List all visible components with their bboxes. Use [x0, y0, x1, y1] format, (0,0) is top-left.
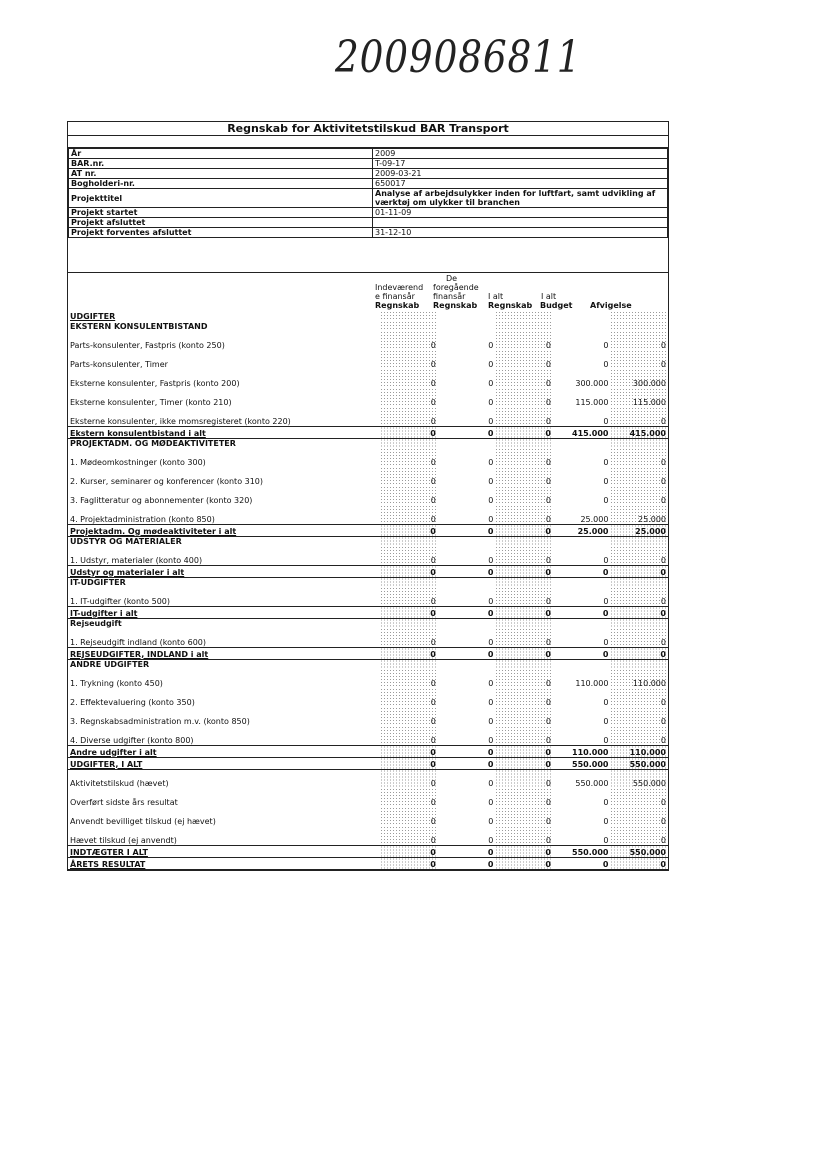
value-col-5: 0 — [610, 546, 668, 565]
value-col-5: 0 — [610, 647, 668, 659]
value-col-1: 0 — [380, 407, 438, 426]
info-label: Projekt afsluttet — [69, 218, 373, 228]
value-col-4: 0 — [603, 555, 609, 565]
value-col-1: 0 — [380, 369, 438, 388]
value-col-2: 0 — [488, 379, 494, 388]
info-row — [69, 169, 668, 179]
info-value: 2009-03-21 — [373, 169, 668, 179]
value-col-2: 0 — [488, 779, 494, 788]
info-value: Analyse af arbejdsulykker inden for luftfart, samt udvikling af værktøj om ulykker til branchen — [373, 189, 668, 208]
value-col-5: 0 — [610, 726, 668, 745]
info-label: Projekttitel — [69, 189, 373, 208]
info-row — [69, 218, 668, 228]
table-row — [68, 486, 668, 505]
value-col-1: 0 — [380, 587, 438, 606]
info-row — [69, 208, 668, 218]
value-col-2 — [438, 536, 496, 546]
value-col-2: 0 — [488, 477, 494, 486]
value-col-3 — [495, 438, 553, 448]
value-col-2: 0 — [488, 679, 494, 688]
value-col-1: 0 — [380, 669, 438, 688]
section-header-row — [68, 321, 668, 331]
value-col-2: 0 — [438, 606, 496, 618]
value-col-2 — [438, 659, 496, 669]
value-col-2: 0 — [438, 426, 496, 438]
value-col-3: 0 — [495, 745, 553, 757]
row-label: Eksterne konsulenter, ikke momsregisteret (konto 220) — [70, 416, 291, 426]
value-col-1 — [380, 438, 438, 448]
value-col-5: 0 — [610, 467, 668, 486]
info-row — [69, 159, 668, 169]
info-value: 31-12-10 — [373, 228, 668, 238]
col2-header-bottom: Regnskab — [433, 301, 478, 310]
table-row — [68, 688, 668, 707]
value-col-4 — [553, 577, 611, 587]
table-row — [68, 331, 668, 350]
col1-header-mid: e finansår — [375, 292, 415, 301]
table-row — [68, 807, 668, 826]
value-col-1 — [380, 659, 438, 669]
value-col-3: 0 — [495, 788, 553, 807]
value-col-1: 0 — [380, 486, 438, 505]
value-col-5: 0 — [610, 350, 668, 369]
value-col-1: 0 — [380, 757, 438, 769]
value-col-4 — [553, 659, 611, 669]
value-col-2: 0 — [488, 398, 494, 407]
value-col-5: 0 — [610, 826, 668, 845]
value-col-5: 0 — [610, 788, 668, 807]
info-row — [69, 149, 668, 159]
info-value: 2009 — [373, 149, 668, 159]
value-col-5: 300.000 — [610, 369, 668, 388]
table-row — [68, 407, 668, 426]
value-col-1: 0 — [380, 448, 438, 467]
value-col-2: 0 — [488, 360, 494, 369]
value-col-2: 0 — [488, 717, 494, 726]
value-col-2: 0 — [488, 416, 494, 426]
total-row — [68, 647, 668, 659]
row-label: Ekstern konsulentbistand i alt — [68, 426, 380, 438]
value-col-3: 0 — [495, 606, 553, 618]
value-col-3: 0 — [495, 757, 553, 769]
section-header-row — [68, 659, 668, 669]
title-spacer — [68, 136, 668, 148]
value-col-2 — [438, 618, 496, 628]
value-col-4 — [553, 311, 611, 321]
row-label: 1. Trykning (konto 450) — [70, 679, 163, 688]
section-header-row — [68, 311, 668, 321]
total-row — [68, 857, 668, 869]
row-label: ANDRE UDGIFTER — [70, 660, 150, 669]
value-col-4 — [553, 618, 611, 628]
value-col-2: 0 — [438, 857, 496, 869]
value-col-4: 110.000 — [553, 745, 611, 757]
value-col-5: 0 — [610, 407, 668, 426]
value-col-5: 0 — [610, 628, 668, 647]
table-row — [68, 505, 668, 524]
value-col-5: 0 — [610, 807, 668, 826]
value-col-3: 0 — [495, 707, 553, 726]
value-col-4: 0 — [603, 341, 609, 350]
row-label: 1. Rejseudgift indland (konto 600) — [70, 637, 206, 647]
value-col-4: 0 — [603, 416, 609, 426]
info-label: AT nr. — [69, 169, 373, 179]
value-col-4: 0 — [603, 698, 609, 707]
value-col-3 — [495, 577, 553, 587]
value-col-3: 0 — [495, 486, 553, 505]
table-row — [68, 628, 668, 647]
value-col-3: 0 — [495, 628, 553, 647]
value-col-4: 0 — [553, 606, 611, 618]
value-col-2: 0 — [488, 798, 494, 807]
value-col-5: 550.000 — [610, 769, 668, 788]
value-col-5: 0 — [610, 565, 668, 577]
value-col-1: 0 — [380, 707, 438, 726]
table-row — [68, 826, 668, 845]
value-col-1: 0 — [380, 769, 438, 788]
value-col-4: 0 — [603, 477, 609, 486]
value-col-5 — [610, 659, 668, 669]
value-col-2: 0 — [488, 596, 494, 606]
value-col-4: 0 — [603, 798, 609, 807]
value-col-5 — [610, 618, 668, 628]
total-row — [68, 565, 668, 577]
value-col-3: 0 — [495, 845, 553, 857]
row-label: 1. Udstyr, materialer (konto 400) — [70, 555, 203, 565]
info-label: Projekt startet — [69, 208, 373, 218]
table-row — [68, 546, 668, 565]
value-col-1: 0 — [380, 826, 438, 845]
value-col-3: 0 — [495, 505, 553, 524]
row-label: Parts-konsulenter, Fastpris (konto 250) — [70, 341, 225, 350]
value-col-1: 0 — [380, 788, 438, 807]
value-col-3: 0 — [495, 546, 553, 565]
row-label: INDTÆGTER I ALT — [68, 845, 380, 857]
value-col-1: 0 — [380, 467, 438, 486]
value-col-2 — [438, 311, 496, 321]
value-col-1: 0 — [380, 426, 438, 438]
value-col-2: 0 — [488, 458, 494, 467]
value-col-3 — [495, 659, 553, 669]
info-row — [69, 189, 668, 208]
table-row — [68, 369, 668, 388]
value-col-5: 0 — [610, 587, 668, 606]
value-col-4 — [553, 438, 611, 448]
value-col-5: 0 — [610, 688, 668, 707]
value-col-2: 0 — [488, 698, 494, 707]
row-label: 1. Mødeomkostninger (konto 300) — [70, 458, 206, 467]
col1-header-top: Indeværend — [375, 283, 424, 292]
col4-header-bottom: Budget — [540, 301, 573, 310]
value-col-5: 0 — [610, 448, 668, 467]
value-col-4: 0 — [553, 565, 611, 577]
value-col-4: 0 — [603, 596, 609, 606]
row-label: PROJEKTADM. OG MØDEAKTIVITETER — [70, 439, 236, 448]
value-col-5 — [610, 577, 668, 587]
row-label: Aktivitetstilskud (hævet) — [70, 779, 169, 788]
value-col-3: 0 — [495, 407, 553, 426]
info-value: T-09-17 — [373, 159, 668, 169]
value-col-1 — [380, 321, 438, 331]
value-col-5 — [610, 321, 668, 331]
value-col-2: 0 — [488, 496, 494, 505]
info-value: 650017 — [373, 179, 668, 189]
value-col-4: 0 — [603, 717, 609, 726]
value-col-3: 0 — [495, 826, 553, 845]
value-col-3: 0 — [495, 448, 553, 467]
row-label: Overført sidste års resultat — [70, 798, 178, 807]
value-col-3: 0 — [495, 426, 553, 438]
column-headers — [68, 273, 668, 311]
table-row — [68, 350, 668, 369]
value-col-4: 0 — [603, 735, 609, 745]
section-header-row — [68, 618, 668, 628]
value-col-1: 0 — [380, 807, 438, 826]
info-label: Projekt forventes afsluttet — [69, 228, 373, 238]
value-col-2: 0 — [438, 745, 496, 757]
value-col-2: 0 — [488, 835, 494, 845]
value-col-3: 0 — [495, 769, 553, 788]
info-label: Bogholderi-nr. — [69, 179, 373, 189]
total-row — [68, 426, 668, 438]
table-row — [68, 669, 668, 688]
col2-header-mid2: finansår — [433, 292, 466, 301]
value-col-4: 25.000 — [553, 524, 611, 536]
row-label: Eksterne konsulenter, Timer (konto 210) — [70, 398, 232, 407]
value-col-4: 0 — [603, 637, 609, 647]
row-label: Rejseudgift — [70, 619, 122, 628]
value-col-2 — [438, 438, 496, 448]
value-col-3: 0 — [495, 565, 553, 577]
value-col-4 — [553, 321, 611, 331]
value-col-3: 0 — [495, 587, 553, 606]
value-col-4: 550.000 — [575, 779, 609, 788]
value-col-4: 0 — [603, 817, 609, 826]
value-col-4: 0 — [603, 496, 609, 505]
value-col-1: 0 — [380, 546, 438, 565]
value-col-2 — [438, 577, 496, 587]
value-col-1: 0 — [380, 688, 438, 707]
value-col-2 — [438, 321, 496, 331]
value-col-1: 0 — [380, 606, 438, 618]
value-col-4: 115.000 — [575, 398, 609, 407]
info-value — [373, 218, 668, 228]
value-col-4: 0 — [553, 647, 611, 659]
value-col-3 — [495, 311, 553, 321]
total-row — [68, 606, 668, 618]
value-col-5: 0 — [610, 331, 668, 350]
table-row — [68, 388, 668, 407]
row-label: 2. Kurser, seminarer og konferencer (konto 310) — [70, 477, 264, 486]
value-col-1: 0 — [380, 845, 438, 857]
col2-header-mid1: foregående — [433, 283, 479, 292]
value-col-5: 550.000 — [610, 757, 668, 769]
total-row — [68, 845, 668, 857]
col3-header-bottom: Regnskab — [488, 301, 533, 310]
value-col-2: 0 — [488, 637, 494, 647]
value-col-1 — [380, 311, 438, 321]
row-label: ÅRETS RESULTAT — [68, 857, 380, 869]
total-row — [68, 757, 668, 769]
value-col-3: 0 — [495, 857, 553, 869]
col2-header-top: De — [446, 274, 458, 283]
info-row — [69, 179, 668, 189]
value-col-2: 0 — [488, 817, 494, 826]
col4-header-mid: I alt — [541, 292, 557, 301]
value-col-1: 0 — [380, 505, 438, 524]
value-col-2: 0 — [438, 565, 496, 577]
value-col-5: 0 — [610, 707, 668, 726]
table-row — [68, 448, 668, 467]
col1-header-bottom: Regnskab — [375, 301, 420, 310]
row-label: IT-UDGIFTER — [70, 578, 126, 587]
value-col-1: 0 — [380, 350, 438, 369]
value-col-5: 0 — [610, 486, 668, 505]
value-col-1: 0 — [380, 726, 438, 745]
value-col-4: 0 — [553, 857, 611, 869]
section-header-row — [68, 536, 668, 546]
total-row — [68, 524, 668, 536]
value-col-1 — [380, 618, 438, 628]
value-col-4: 0 — [603, 360, 609, 369]
value-col-4: 550.000 — [553, 757, 611, 769]
info-row — [69, 228, 668, 238]
value-col-4: 0 — [603, 835, 609, 845]
value-col-4: 550.000 — [553, 845, 611, 857]
value-col-3: 0 — [495, 350, 553, 369]
value-col-3: 0 — [495, 647, 553, 659]
value-col-5: 0 — [610, 857, 668, 869]
value-col-3 — [495, 618, 553, 628]
value-col-5: 115.000 — [610, 388, 668, 407]
row-label: UDSTYR OG MATERIALER — [70, 537, 182, 546]
row-label: 1. IT-udgifter (konto 500) — [70, 596, 170, 606]
value-col-1 — [380, 536, 438, 546]
handwritten-document-number: 2009086811 — [335, 32, 582, 83]
section-header-row — [68, 577, 668, 587]
row-label: Anvendt bevilliget tilskud (ej hævet) — [70, 817, 216, 826]
col3-header-mid: I alt — [488, 292, 504, 301]
row-label: 3. Faglitteratur og abonnementer (konto 320) — [70, 496, 253, 505]
info-label: År — [69, 149, 373, 159]
row-label: IT-udgifter i alt — [68, 606, 380, 618]
value-col-3: 0 — [495, 369, 553, 388]
row-label: Eksterne konsulenter, Fastpris (konto 200) — [70, 379, 240, 388]
value-col-5: 25.000 — [610, 505, 668, 524]
value-col-4: 110.000 — [575, 679, 609, 688]
value-col-4 — [553, 536, 611, 546]
table-row — [68, 587, 668, 606]
value-col-4: 25.000 — [580, 514, 609, 524]
row-label: Udstyr og materialer i alt — [68, 565, 380, 577]
value-col-3: 0 — [495, 726, 553, 745]
row-label: Andre udgifter i alt — [68, 745, 380, 757]
value-col-2: 0 — [438, 845, 496, 857]
value-col-3 — [495, 536, 553, 546]
value-col-4: 415.000 — [553, 426, 611, 438]
value-col-5 — [610, 536, 668, 546]
row-label: REJSEUDGIFTER, INDLAND i alt — [68, 647, 380, 659]
value-col-5: 0 — [610, 606, 668, 618]
header-spacer — [68, 238, 668, 273]
row-label: 4. Projektadministration (konto 850) — [70, 514, 215, 524]
value-col-5: 110.000 — [610, 745, 668, 757]
accounts-table — [68, 311, 668, 870]
value-col-2: 0 — [438, 524, 496, 536]
value-col-2: 0 — [438, 647, 496, 659]
value-col-3 — [495, 321, 553, 331]
value-col-1: 0 — [380, 524, 438, 536]
value-col-1: 0 — [380, 647, 438, 659]
value-col-3: 0 — [495, 688, 553, 707]
value-col-3: 0 — [495, 331, 553, 350]
value-col-3: 0 — [495, 669, 553, 688]
total-row — [68, 745, 668, 757]
value-col-1: 0 — [380, 857, 438, 869]
value-col-2: 0 — [488, 555, 494, 565]
value-col-3: 0 — [495, 524, 553, 536]
row-label: Parts-konsulenter, Timer — [70, 360, 168, 369]
row-label: UDGIFTER, I ALT — [68, 757, 380, 769]
table-row — [68, 788, 668, 807]
col5-header-bottom: Afvigelse — [590, 301, 632, 310]
value-col-2: 0 — [488, 514, 494, 524]
value-col-5: 25.000 — [610, 524, 668, 536]
table-row — [68, 726, 668, 745]
value-col-1: 0 — [380, 628, 438, 647]
table-row — [68, 467, 668, 486]
value-col-1: 0 — [380, 388, 438, 407]
table-row — [68, 707, 668, 726]
value-col-1: 0 — [380, 745, 438, 757]
form-title: Regnskab for Aktivitetstilskud BAR Transport — [68, 122, 668, 136]
value-col-4: 300.000 — [575, 379, 609, 388]
row-label: 3. Regnskabsadministration m.v. (konto 850) — [70, 717, 250, 726]
value-col-3: 0 — [495, 388, 553, 407]
row-label: 2. Effektevaluering (konto 350) — [70, 698, 195, 707]
value-col-5 — [610, 438, 668, 448]
value-col-5: 550.000 — [610, 845, 668, 857]
value-col-5: 415.000 — [610, 426, 668, 438]
accounting-form — [67, 121, 669, 871]
row-label: UDGIFTER — [70, 312, 116, 321]
row-label: 4. Diverse udgifter (konto 800) — [70, 735, 194, 745]
value-col-2: 0 — [488, 341, 494, 350]
value-col-1: 0 — [380, 331, 438, 350]
value-col-3: 0 — [495, 807, 553, 826]
table-row — [68, 769, 668, 788]
value-col-2: 0 — [438, 757, 496, 769]
value-col-2: 0 — [488, 735, 494, 745]
value-col-1 — [380, 577, 438, 587]
value-col-1: 0 — [380, 565, 438, 577]
info-label: BAR.nr. — [69, 159, 373, 169]
section-header-row — [68, 438, 668, 448]
value-col-5: 110.000 — [610, 669, 668, 688]
row-label: Projektadm. Og mødeaktiviteter i alt — [68, 524, 380, 536]
value-col-3: 0 — [495, 467, 553, 486]
row-label: Hævet tilskud (ej anvendt) — [70, 835, 177, 845]
project-info-table — [68, 148, 668, 238]
value-col-5 — [610, 311, 668, 321]
row-label: EKSTERN KONSULENTBISTAND — [70, 322, 208, 331]
value-col-4: 0 — [603, 458, 609, 467]
info-value: 01-11-09 — [373, 208, 668, 218]
